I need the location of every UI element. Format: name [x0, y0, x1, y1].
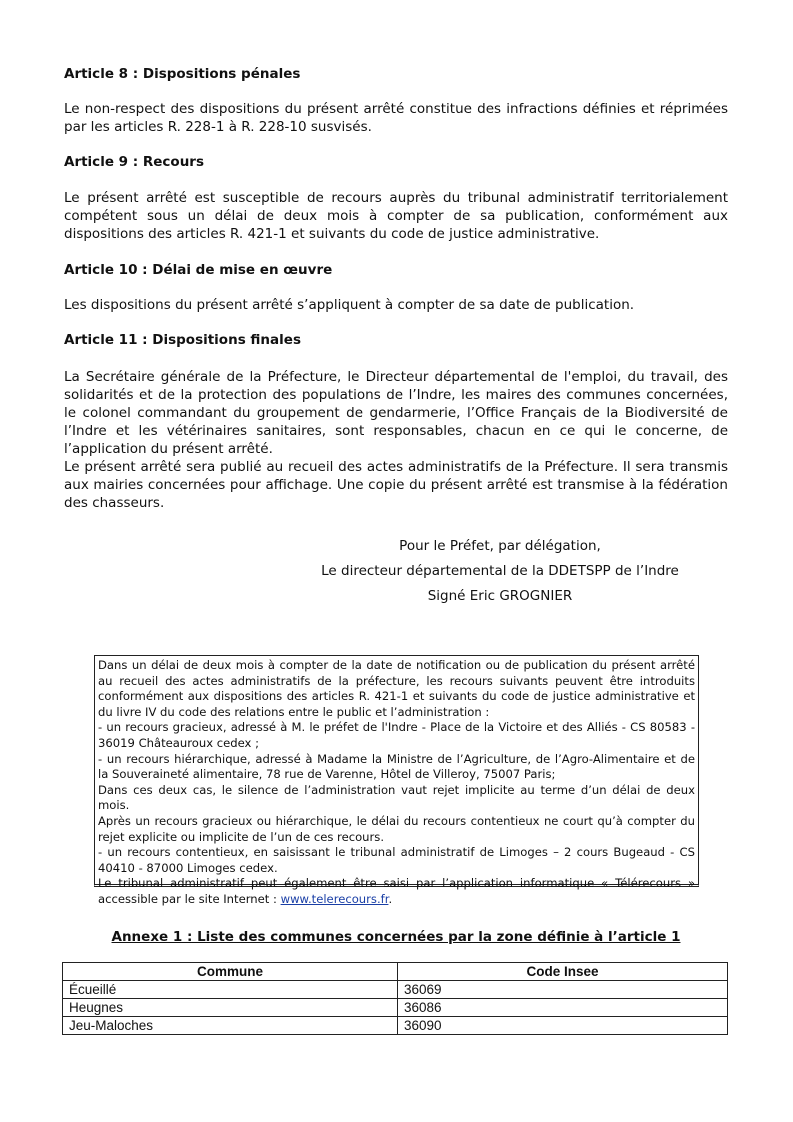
article-11-publication-text: Le présent arrêté sera publié au recueil des actes administratifs de la Préfecture. Il sera transmis aux mairies concernées pour affichage. Une copie du présent arrêté est transmise à la fédération des chasseurs. [64, 459, 728, 511]
column-header-code-insee: Code Insee [398, 963, 728, 981]
recours-intro: Dans un délai de deux mois à compter de la date de notification ou de publication du présent arrêté au recueil des actes administratifs de la préfecture, les recours suivants peuvent être introduits conformément aux dispositions des articles R. 421-1 et suivants du code de justice administrative et du livre IV du code des relations entre le public et l’administration : [98, 658, 695, 719]
table-row [63, 981, 728, 999]
annex-title: Annexe 1 : Liste des communes concernées par la zone définie à l’article 1 [111, 929, 681, 945]
table-row [63, 1017, 728, 1035]
article-10-heading: Article 10 : Délai de mise en œuvre [64, 262, 333, 278]
article-11-heading: Article 11 : Dispositions finales [64, 332, 301, 348]
table-row [63, 999, 728, 1017]
recours-gracieux: - un recours gracieux, adressé à M. le préfet de l'Indre - Place de la Victoire et des Alliés - CS 80583 - 36019 Châteauroux cedex ; [98, 720, 695, 750]
code-insee-cell: 36086 [398, 999, 728, 1017]
code-insee-cell: 36090 [398, 1017, 728, 1035]
recours-contentieux: - un recours contentieux, en saisissant le tribunal administratif de Limoges – 2 cours Bugeaud - CS 40410 - 87000 Limoges cedex. [98, 845, 695, 875]
telerecours-end: . [388, 891, 393, 906]
recours-telerecours [98, 876, 695, 907]
column-header-commune: Commune [63, 963, 398, 981]
article-8-text: Le non-respect des dispositions du présent arrêté constitue des infractions définies et réprimées par les articles R. 228-1 à R. 228-10 susvisés. [64, 101, 728, 135]
code-insee-cell: 36069 [398, 981, 728, 999]
article-9-text: Le présent arrêté est susceptible de recours auprès du tribunal administratif territorialement compétent sous un délai de deux mois à compter de sa publication, conformément aux dispositions des articles R. 421-1 et suivants du code de justice administrative. [64, 190, 728, 242]
signature-title: Le directeur départemental de la DDETSPP de l’Indre [321, 563, 679, 579]
article-8-heading: Article 8 : Dispositions pénales [64, 66, 301, 82]
article-11-text: La Secrétaire générale de la Préfecture, le Directeur départemental de l'emploi, du travail, des solidarités et de la protection des populations de l’Indre, les maires des communes concernées, le colonel commandant du groupement de gendarmerie, l’Office Français de la Biodiversité de l’Indre et les vétérinaires sanitaires, sont responsables, chacun en ce qui le concerne, de l’application du présent arrêté. [64, 369, 728, 457]
table-header-row [63, 963, 728, 981]
article-10-text: Les dispositions du présent arrêté s’appliquent à compter de sa date de publication. [64, 297, 635, 313]
article-9-heading: Article 9 : Recours [64, 154, 204, 170]
recours-notice-box [94, 655, 699, 906]
commune-cell: Heugnes [63, 999, 398, 1017]
commune-cell: Jeu-Maloches [63, 1017, 398, 1035]
recours-hierarchique: - un recours hiérarchique, adressé à Madame la Ministre de l’Agriculture, de l’Agro-Alimentaire et de la Souveraineté alimentaire, 78 rue de Varenne, Hôtel de Villeroy, 75007 Paris; [98, 751, 695, 782]
recours-silence: Dans ces deux cas, le silence de l’administration vaut rejet implicite au terme d’un délai de deux mois. [98, 782, 695, 813]
recours-apres: Après un recours gracieux ou hiérarchique, le délai du recours contentieux ne court qu’à compter du rejet explicite ou implicite de l’un de ces recours. [98, 813, 695, 844]
telerecours-link[interactable]: www.telerecours.fr [280, 891, 389, 906]
signature-delegation: Pour le Préfet, par délégation, [399, 538, 601, 554]
telerecours-text: Le tribunal administratif peut également être saisi par l’application informatique « Télérecours » accessible par le site Internet : [98, 876, 695, 906]
signature-name: Signé Eric GROGNIER [427, 588, 573, 604]
communes-table [62, 962, 728, 1035]
commune-cell: Écueillé [63, 981, 398, 999]
